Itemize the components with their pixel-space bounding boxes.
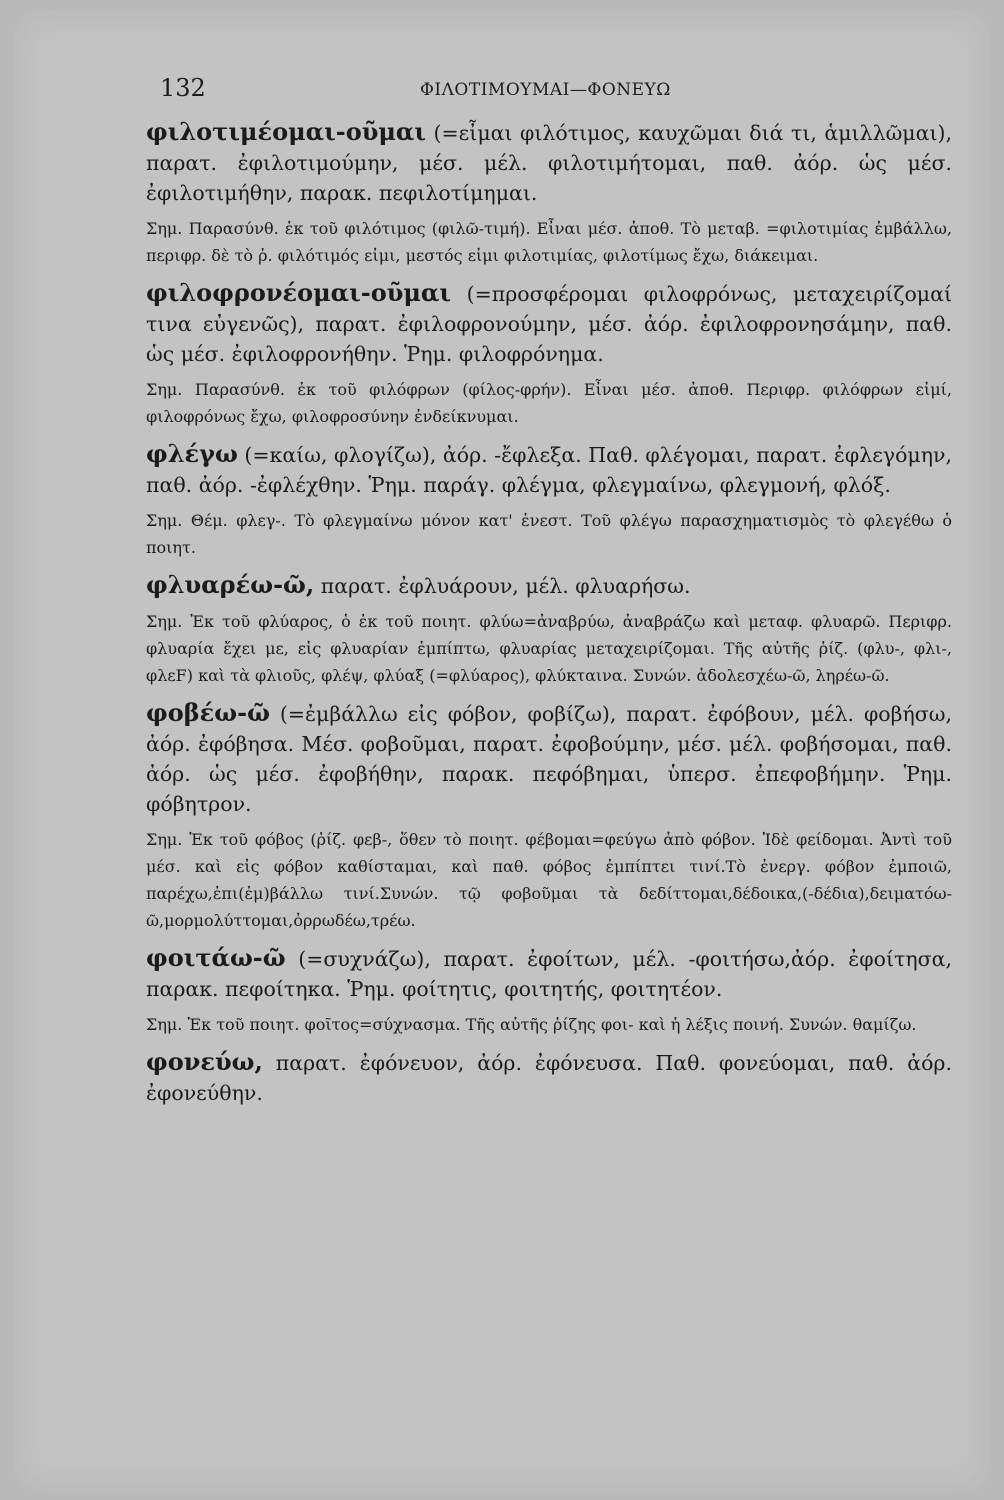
entry-body: (=προσφέρομαι φιλοφρόνως, μεταχειρίζομαί τινα εὐγενῶς), παρατ. ἐφιλοφρονούμην, μέσ. ἀόρ. ἐφιλοφρονησάμην, παθ. ὡς μέσ. ἐφιλοφρονήθην. Ῥημ. φιλοφρόνημα. bbox=[146, 282, 952, 366]
entry-note: Σημ. Παρασύνθ. ἐκ τοῦ φιλότιμος (φιλῶ-τιμή). Εἶναι μέσ. ἀποθ. Τὸ μεταβ. =φιλοτιμίας ἐμβάλλω, περιφρ. δὲ τὸ ῥ. φιλότιμός εἰμι, μεστός εἰμι φιλοτιμίας, φιλοτίμως ἔχω, διάκειμαι. bbox=[146, 219, 952, 265]
dictionary-content bbox=[146, 117, 952, 1108]
page-number: 132 bbox=[160, 74, 206, 102]
entry-body: (=καίω, φλογίζω), ἀόρ. -ἔφλεξα. Παθ. φλέγομαι, παρατ. ἐφλεγόμην, παθ. ἀόρ. -ἐφλέχθην. Ῥημ. παράγ. φλέγμα, φλεγμαίνω, φλεγμονή, φλόξ. bbox=[146, 443, 952, 497]
entry-note: Σημ. Θέμ. φλεγ-. Τὸ φλεγμαίνω μόνον κατ' ἐνεστ. Τοῦ φλέγω παρασχηματισμὸς τὸ φλεγέθω ὁ ποιητ. bbox=[146, 511, 952, 557]
entry-headword: φλέγω bbox=[146, 439, 238, 468]
entry-note: Σημ. Ἐκ τοῦ φόβος (ῥίζ. φεβ-, ὅθεν τὸ ποιητ. φέβομαι=φεύγω ἀπὸ φόβον. Ἰδὲ φείδομαι. Ἀντὶ τοῦ μέσ. καὶ εἰς φόβον καθίσταμαι, καὶ παθ. φόβος ἐμπίπτει τινί.Τὸ ἐνεργ. φόβον ἐμποιῶ, παρέχω,ἐπι(ἐμ)βάλλω τινί.Συνών. τῷ φοβοῦμαι τὰ δεδίττομαι,δέδοικα,(-δέδια),δειματόω-ῶ,μορμολύττομαι,ὀρρωδέω,τρέω. bbox=[146, 830, 952, 930]
entry-body: παρατ. ἐφόνευον, ἀόρ. ἐφόνευσα. Παθ. φονεύομαι, παθ. ἀόρ. ἐφονεύθην. bbox=[146, 1051, 952, 1105]
entry-philophroneomai bbox=[146, 278, 952, 369]
entry-body: (=συχνάζω), παρατ. ἐφοίτων, μέλ. -φοιτήσω,ἀόρ. ἐφοίτησα, παρακ. πεφοίτηκα. Ῥημ. φοίτητις, φοιτητής, φοιτητέον. bbox=[146, 947, 952, 1001]
entry-headword: φιλοτιμέομαι-οῦμαι bbox=[146, 117, 427, 146]
entry-phoneuo bbox=[146, 1047, 952, 1108]
entry-body: (=ἐμβάλλω εἰς φόβον, φοβίζω), παρατ. ἐφόβουν, μέλ. φοβήσω, ἀόρ. ἐφόβησα. Μέσ. φοβοῦμαι, παρατ. ἐφοβούμην, μέσ. μέλ. φοβήσομαι, παθ. ἀόρ. ὡς μέσ. ἐφοβήθην, παρακ. πεφόβημαι, ὑπερσ. ἐπεφοβήμην. Ῥημ. φόβητρον. bbox=[146, 702, 952, 816]
entry-headword: φλυαρέω-ῶ, bbox=[146, 570, 315, 599]
entry-philotimeomai bbox=[146, 117, 952, 208]
entry-phobeo bbox=[146, 698, 952, 819]
running-head: ΦΙΛΟΤΙΜΟΥΜΑΙ—ΦΟΝΕΥΩ bbox=[420, 80, 671, 100]
entry-body: παρατ. ἐφλυάρουν, μέλ. φλυαρήσω. bbox=[314, 574, 691, 598]
entry-note: Σημ. Παρασύνθ. ἐκ τοῦ φιλόφρων (φίλος-φρήν). Εἶναι μέσ. ἀποθ. Περιφρ. φιλόφρων εἰμί, φιλοφρόνως ἔχω, φιλοφροσύνην ἐνδείκνυμαι. bbox=[146, 380, 952, 426]
page-header bbox=[160, 72, 960, 112]
entry-headword: φιλοφρονέομαι-οῦμαι bbox=[146, 278, 452, 307]
entry-headword: φονεύω, bbox=[146, 1047, 263, 1076]
entry-body: (=εἶμαι φιλότιμος, καυχῶμαι διά τι, ἁμιλλῶμαι), παρατ. ἐφιλοτιμούμην, μέσ. μέλ. φιλοτιμήτομαι, παθ. ἀόρ. ὡς μέσ. ἐφιλοτιμήθην, παρακ. πεφιλοτίμημαι. bbox=[146, 121, 952, 205]
entry-headword: φοβέω-ῶ bbox=[146, 698, 270, 727]
entry-phlego bbox=[146, 439, 952, 500]
entry-headword: φοιτάω-ῶ bbox=[146, 943, 286, 972]
entry-phoitao bbox=[146, 943, 952, 1004]
entry-phluareo bbox=[146, 570, 952, 601]
entry-note: Σημ. Ἐκ τοῦ φλύαρος, ὁ ἐκ τοῦ ποιητ. φλύω=ἀναβρύω, ἀναβράζω καὶ μεταφ. φλυαρῶ. Περιφρ. φλυαρία ἔχει με, εἰς φλυαρίαν ἐμπίπτω, φλυαρίας μεταχειρίζομαι. Τῆς αὐτῆς ῥίζ. (φλυ-, φλι-, φλεF) καὶ τὰ φλιοῦς, φλέψ, φλύαξ (=φλύαρος), φλύκταινα. Συνών. ἀδολεσχέω-ῶ, ληρέω-ῶ. bbox=[146, 612, 952, 685]
entry-note: Σημ. Ἐκ τοῦ ποιητ. φοῖτος=σύχνασμα. Τῆς αὐτῆς ῥίζης φοι- καὶ ἡ λέξις ποινή. Συνών. θαμίζω. bbox=[146, 1015, 917, 1034]
